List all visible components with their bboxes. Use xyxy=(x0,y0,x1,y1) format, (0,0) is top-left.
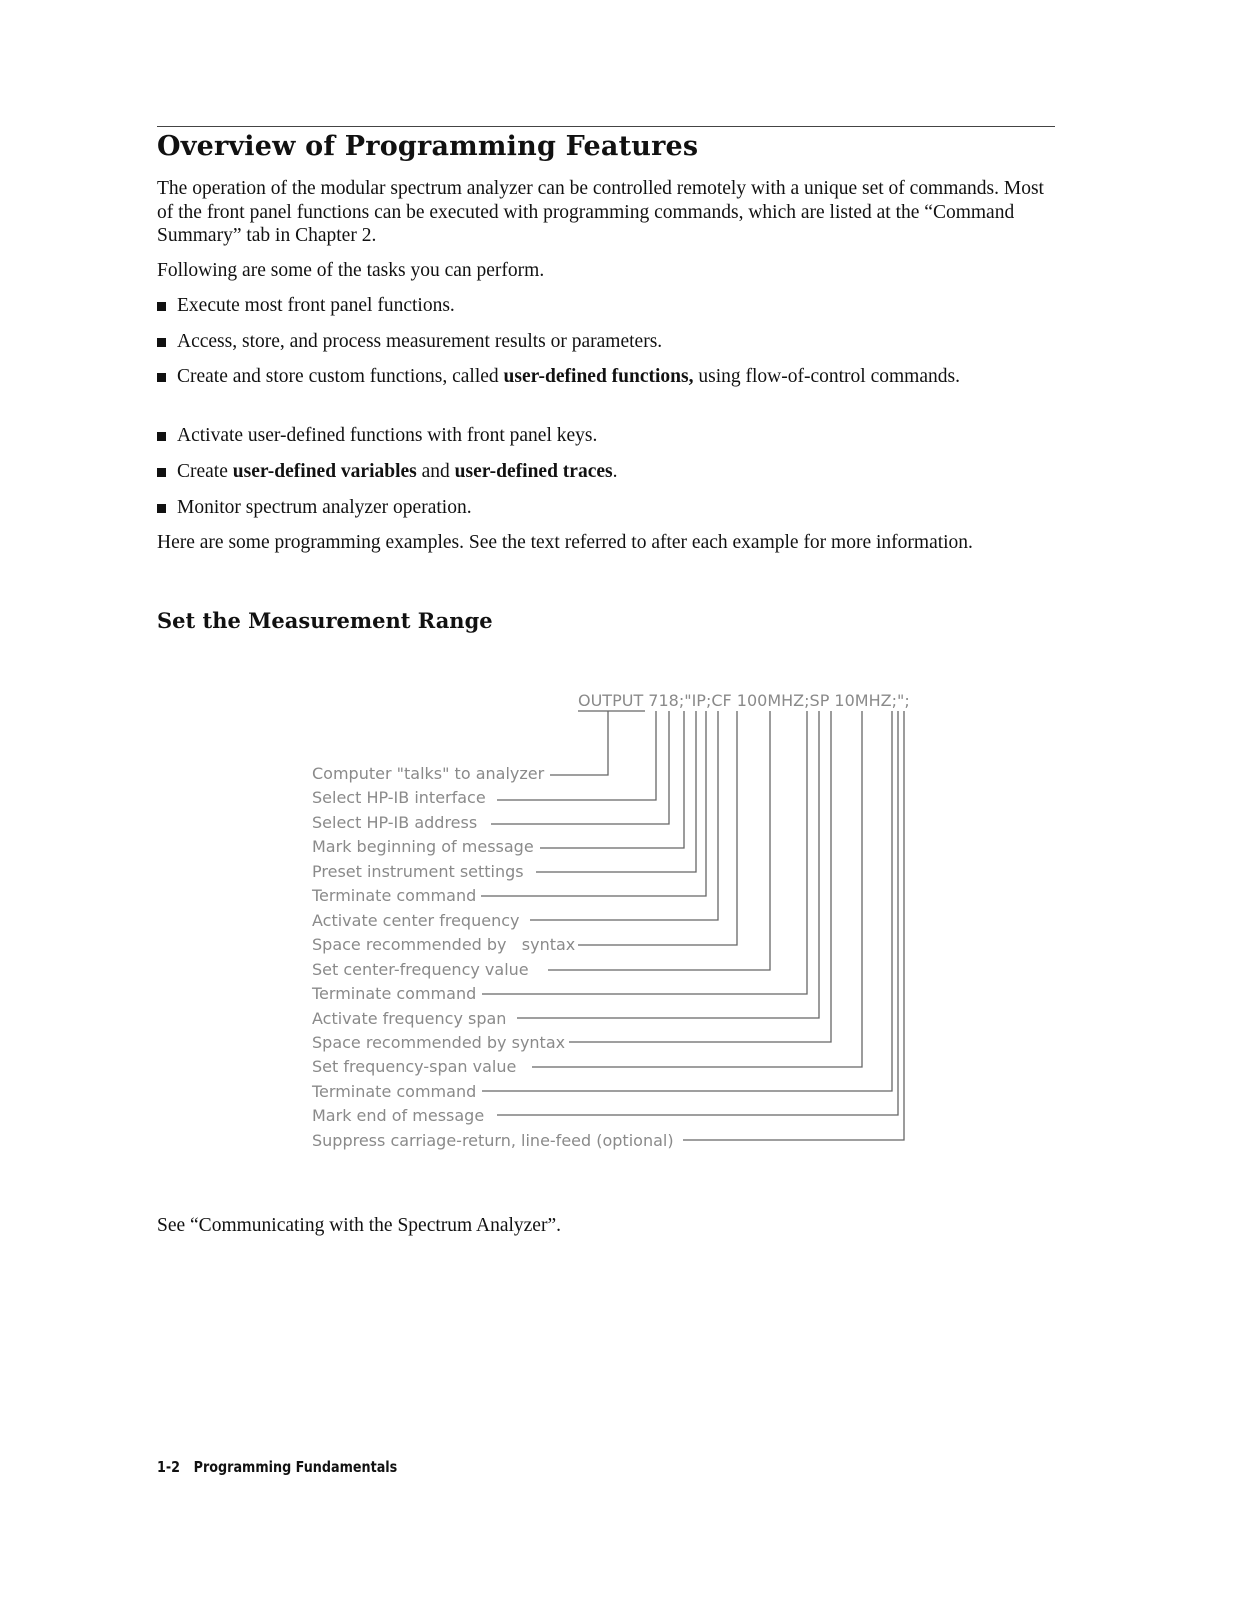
list-item-text-after: using flow-of-control commands. xyxy=(693,366,960,387)
diagram-label: Space recommended by syntax xyxy=(312,935,576,954)
list-item-text-before: Create xyxy=(177,461,233,482)
list-item-text-before: Create and store custom functions, called xyxy=(177,366,504,387)
diagram-label: Terminate command xyxy=(312,1082,477,1101)
term-user-defined-traces: user-defined traces xyxy=(454,461,613,482)
list-item-text-middle: and xyxy=(416,461,455,482)
leader-line xyxy=(578,711,737,945)
leader-line xyxy=(550,711,608,775)
term-user-defined-variables: user-defined variables xyxy=(232,461,417,482)
page-footer xyxy=(157,1458,397,1476)
see-reference: See “Communicating with the Spectrum Analyzer”. xyxy=(157,1215,561,1236)
examples-intro: Here are some programming examples. See the text referred to after each example for more information. xyxy=(157,532,973,553)
intro-paragraph: The operation of the modular spectrum analyzer can be controlled remotely with a unique set of commands. Most of the front panel functions can be executed with programming commands, which are listed at the “Command Summary” tab in Chapter 2. xyxy=(157,178,1044,246)
diagram-label: Terminate command xyxy=(312,984,477,1003)
command-string: OUTPUT 718;"IP;CF 100MHZ;SP 10MHZ;"; xyxy=(578,691,910,710)
leader-line xyxy=(530,711,718,920)
leader-line xyxy=(540,711,684,848)
leader-line xyxy=(497,711,656,800)
diagram-label: Activate center frequency xyxy=(312,911,520,930)
diagram-label: Set frequency-span value xyxy=(312,1057,517,1076)
diagram-label: Space recommended by syntax xyxy=(312,1033,566,1052)
diagram-label: Mark beginning of message xyxy=(312,837,534,856)
list-item-text: Access, store, and process measurement results or parameters. xyxy=(177,331,663,352)
diagram-label: Activate frequency span xyxy=(312,1009,507,1028)
list-item-text-after: . xyxy=(612,461,618,482)
diagram-label: Terminate command xyxy=(312,886,477,905)
diagram-label: Suppress carriage-return, line-feed (optional) xyxy=(312,1131,674,1150)
term-user-defined-functions: user-defined functions, xyxy=(503,366,694,387)
leader-line xyxy=(517,711,819,1018)
page-number: 1-2 xyxy=(157,1458,181,1476)
chapter-name: Programming Fundamentals xyxy=(193,1458,398,1476)
tasks-lead: Following are some of the tasks you can perform. xyxy=(157,260,545,281)
section-title: Overview of Programming Features xyxy=(157,131,699,162)
diagram-label: Computer "talks" to analyzer xyxy=(312,764,545,783)
diagram-label: Select HP-IB interface xyxy=(312,788,486,807)
leader-line xyxy=(497,711,898,1115)
diagram-label: Mark end of message xyxy=(312,1106,485,1125)
diagram-label: Set center-frequency value xyxy=(312,960,529,979)
diagram-label: Preset instrument settings xyxy=(312,862,524,881)
list-item-text: Execute most front panel functions. xyxy=(177,295,455,316)
leader-line xyxy=(532,711,862,1067)
leader-line xyxy=(683,711,904,1140)
subsection-title: Set the Measurement Range xyxy=(157,608,493,633)
list-item-text: Monitor spectrum analyzer operation. xyxy=(177,497,472,518)
diagram-label: Select HP-IB address xyxy=(312,813,478,832)
list-item-text: Activate user-defined functions with front panel keys. xyxy=(177,425,598,446)
